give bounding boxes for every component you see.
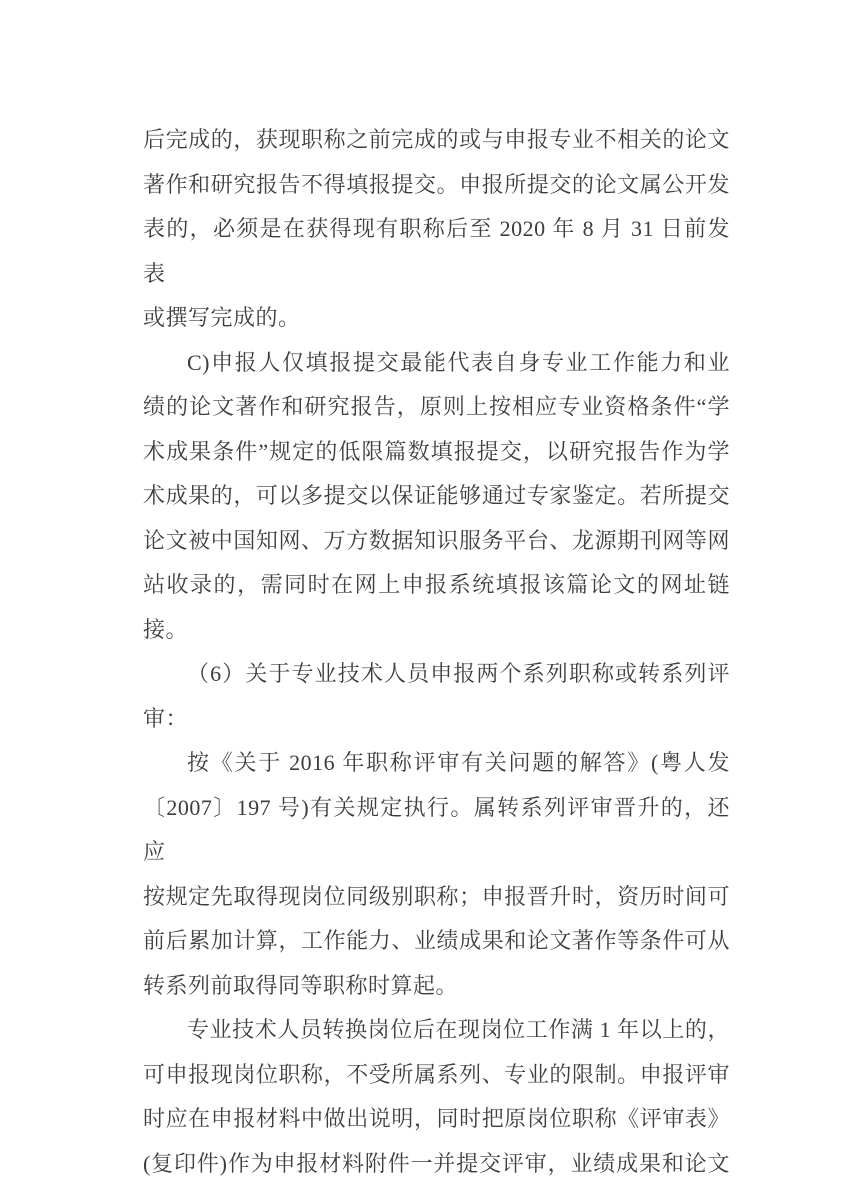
text-line: 术成果条件”规定的低限篇数填报提交，以研究报告作为学 [143,438,730,464]
paragraph-transfer-rule [143,741,730,1008]
document-text-block [143,118,730,1186]
text-line: (复印件)作为申报材料附件一并提交评审，业绩成果和论文 [143,1150,730,1176]
paragraph-item-c [143,341,730,653]
text-line: 专业技术人员转换岗位后在现岗位工作满 1 年以上的， [187,1017,730,1042]
text-line: C)申报人仅填报提交最能代表自身专业工作能力和业 [187,349,730,375]
paragraph-post-change [143,1008,730,1186]
text-line: 后完成的，获现职称之前完成的或与申报专业不相关的论文 [143,127,730,152]
text-line: 术成果的，可以多提交以保证能够通过专家鉴定。若所提交 [143,483,730,508]
text-line: 按《关于 2016 年职称评审有关问题的解答》(粤人发 [187,750,730,775]
text-line: 时应在申报材料中做出说明，同时把原岗位职称《评审表》 [143,1106,730,1131]
text-line: 前后累加计算，工作能力、业绩成果和论文著作等条件可从 [143,928,730,953]
text-line: 可申报现岗位职称，不受所属系列、专业的限制。申报评审 [143,1061,730,1087]
text-line: 按规定先取得现岗位同级别职称；申报晋升时，资历时间可 [143,883,730,909]
text-line: 绩的论文著作和研究报告，原则上按相应专业资格条件“学 [143,394,730,419]
text-line: 转系列前取得同等职称时算起。 [143,972,459,998]
paragraph-continuation [143,118,730,341]
text-line: 接。 [143,616,189,642]
text-line: 著作和研究报告不得填报提交。申报所提交的论文属公开发 [143,171,730,197]
text-line: 论文被中国知网、万方数据知识服务平台、龙源期刊网等网 [143,527,730,553]
text-line: 〔2007〕197 号)有关规定执行。属转系列评审晋升的，还应 [143,794,730,864]
text-line: （6）关于专业技术人员申报两个系列职称或转系列评 [187,661,730,686]
text-line: 站收录的，需同时在网上申报系统填报该篇论文的网址链 [143,572,730,597]
paragraph-item-6-heading [143,652,730,741]
text-line: 表的，必须是在获得现有职称后至 2020 年 8 月 31 日前发表 [143,216,730,286]
text-line: 审： [143,705,189,731]
text-line: 或撰写完成的。 [143,305,301,330]
